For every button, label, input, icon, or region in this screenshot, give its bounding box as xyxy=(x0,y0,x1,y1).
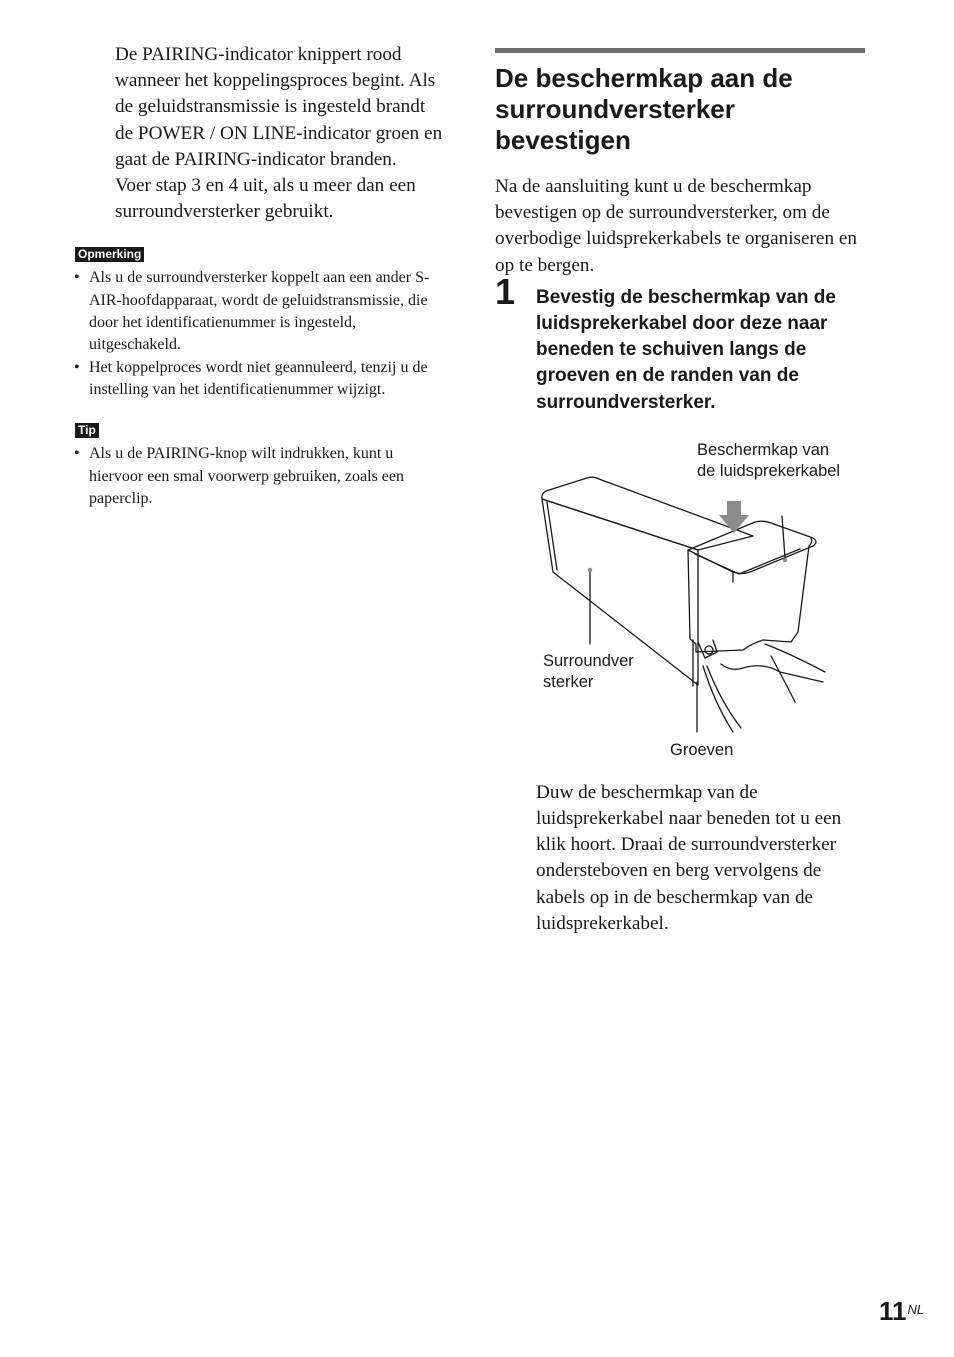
note-item: • Als u de surroundversterker koppelt aan een ander S-AIR-hoofdapparaat, wordt de geluidstransmissie, die door het identificatienummer is ingesteld, uitgeschakeld. xyxy=(70,267,446,356)
right-column xyxy=(495,48,865,937)
step-instruction: Bevestig de beschermkap van de luidsprekerkabel door deze naar beneden te schuiven langs de groeven en de randen van de surroundversterker. xyxy=(536,286,836,413)
note-block xyxy=(70,245,446,401)
leader-dot xyxy=(588,568,592,572)
tip-label: Tip xyxy=(75,423,99,438)
note-label: Opmerking xyxy=(75,247,144,262)
cable xyxy=(765,644,825,672)
leader-dot xyxy=(783,558,787,562)
amplifier-cover-illustration xyxy=(495,432,865,772)
section-title: De beschermkap aan de surroundversterker bevestigen xyxy=(495,63,793,155)
step-1 xyxy=(495,270,865,416)
section-rule xyxy=(495,48,865,53)
intro-text xyxy=(115,42,446,225)
leader-cover xyxy=(782,516,785,558)
tip-list xyxy=(70,443,446,510)
label-grooves: Groeven xyxy=(670,740,734,759)
step-number: 1 xyxy=(495,270,516,312)
intro-paragraph: Voer stap 3 en 4 uit, als u meer dan een surroundversterker gebruikt. xyxy=(115,175,416,223)
intro-paragraph: De PAIRING-indicator knippert rood wanneer het koppelingsproces begint. Als de geluidstransmissie is ingesteld brandt de POWER / ON LINE-indicator groen en gaat de PAIRING-indicator branden. xyxy=(115,44,443,170)
page-number-value: 11 xyxy=(879,1296,907,1326)
left-column xyxy=(70,42,446,510)
tip-item: • Als u de PAIRING-knop wilt indrukken, kunt u hiervoor een smal voorwerp gebruiken, zoals een paperclip. xyxy=(70,443,446,510)
cover-front xyxy=(688,538,812,652)
label-cover: Beschermkap van de luidsprekerkabel xyxy=(697,440,841,480)
label-amplifier: Surroundver sterker xyxy=(543,651,634,691)
down-arrow-icon xyxy=(719,501,749,533)
cable xyxy=(707,666,741,728)
cable xyxy=(771,656,795,702)
after-paragraph: Duw de beschermkap van de luidsprekerkabel naar beneden tot u een klik hoort. Draai de surroundversterker ondersteboven en berg vervolgens de kabels op in de beschermkap van de luidsprekerkabel. xyxy=(536,781,842,934)
cable xyxy=(721,664,823,682)
lead-paragraph: Na de aansluiting kunt u de beschermkap bevestigen op de surroundversterker, om de overbodige luidsprekerkabels te organiseren en op te bergen. xyxy=(495,176,857,276)
page-number xyxy=(879,1296,924,1327)
note-item: • Het koppelproces wordt niet geannuleerd, tenzij u de instelling van het identificatienummer wijzigt. xyxy=(70,357,446,402)
note-list xyxy=(70,267,446,401)
illustration xyxy=(495,432,865,772)
tip-block xyxy=(70,421,446,510)
amplifier-top xyxy=(542,477,753,550)
page-language: NL xyxy=(907,1302,925,1317)
